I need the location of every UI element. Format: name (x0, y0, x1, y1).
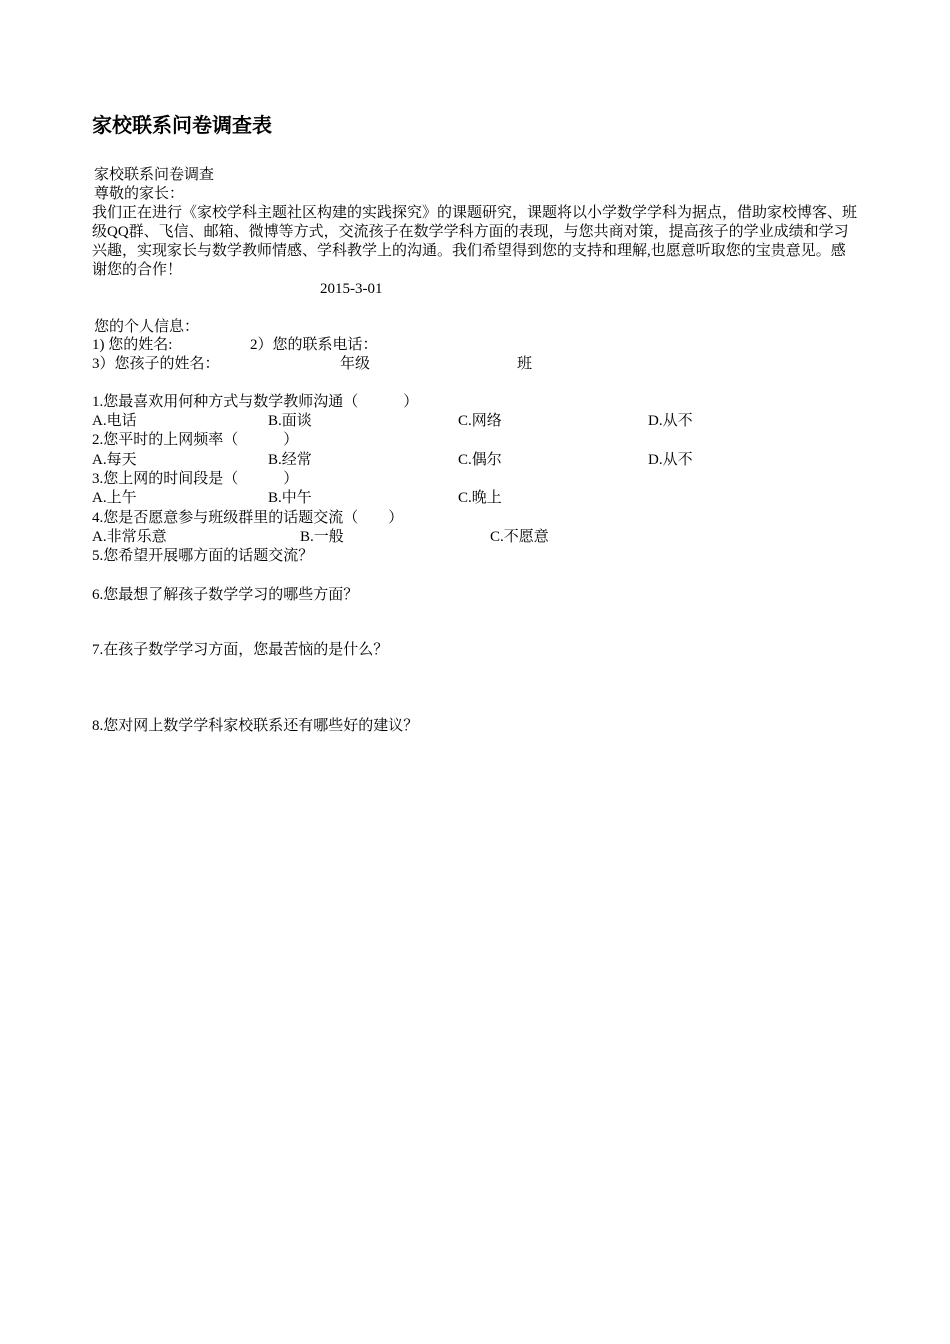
question-8: 8.您对网上数学学科家校联系还有哪些好的建议？ (92, 718, 419, 734)
question-3-option-b: B.中午 (268, 490, 312, 506)
question-2-option-c: C.偶尔 (458, 452, 502, 468)
question-3-option-c: C.晚上 (458, 490, 502, 506)
question-1: 1.您最喜欢用何种方式与数学教师沟通（ ） (92, 394, 419, 410)
name-label: 1) 您的姓名: (92, 337, 173, 353)
question-3-option-a: A.上午 (92, 490, 137, 506)
question-6: 6.您最想了解孩子数学学习的哪些方面？ (92, 587, 359, 603)
question-1-option-d: D.从不 (648, 413, 693, 429)
question-2: 2.您平时的上网频率（ ） (92, 432, 299, 448)
question-7: 7.在孩子数学学习方面，您最苦恼的是什么？ (92, 642, 389, 658)
greeting: 尊敬的家长： (94, 186, 185, 202)
question-2-option-b: B.经常 (268, 452, 312, 468)
intro-paragraph: 我们正在进行《家校学科主题社区构建的实践探究》的课题研究，课题将以小学数学学科为据点，借助家校博客、班级QQ群、飞信、邮箱、微博等方式，交流孩子在数学学科方面的表现，与您共商对策，提高孩子的学业成绩和学习兴趣，实现家长与数学教师情感、学科教学上的沟通。我们希望得到您的支持和理解,也愿意听取您的宝贵意见。感谢您的合作！ (92, 205, 858, 278)
class-label: 班 (517, 356, 533, 372)
personal-info-heading: 您的个人信息： (94, 319, 200, 335)
survey-subtitle: 家校联系问卷调查 (94, 167, 215, 183)
question-5: 5.您希望开展哪方面的话题交流？ (92, 548, 314, 564)
question-4-option-b: B.一般 (300, 529, 344, 545)
page-title: 家校联系问卷调查表 (92, 113, 272, 137)
question-1-option-b: B.面谈 (268, 413, 312, 429)
question-2-option-a: A.每天 (92, 452, 137, 468)
question-1-option-a: A.电话 (92, 413, 137, 429)
document-date: 2015-3-01 (320, 281, 383, 297)
question-4-option-c: C.不愿意 (490, 529, 549, 545)
question-2-option-d: D.从不 (648, 452, 693, 468)
question-3: 3.您上网的时间段是（ ） (92, 471, 299, 487)
question-4-option-a: A.非常乐意 (92, 529, 167, 545)
phone-label: 2）您的联系电话： (250, 337, 378, 353)
question-4: 4.您是否愿意参与班级群里的话题交流（ ） (92, 510, 404, 526)
child-name-label: 3）您孩子的姓名： (92, 356, 220, 372)
grade-label: 年级 (340, 356, 371, 372)
question-1-option-c: C.网络 (458, 413, 502, 429)
